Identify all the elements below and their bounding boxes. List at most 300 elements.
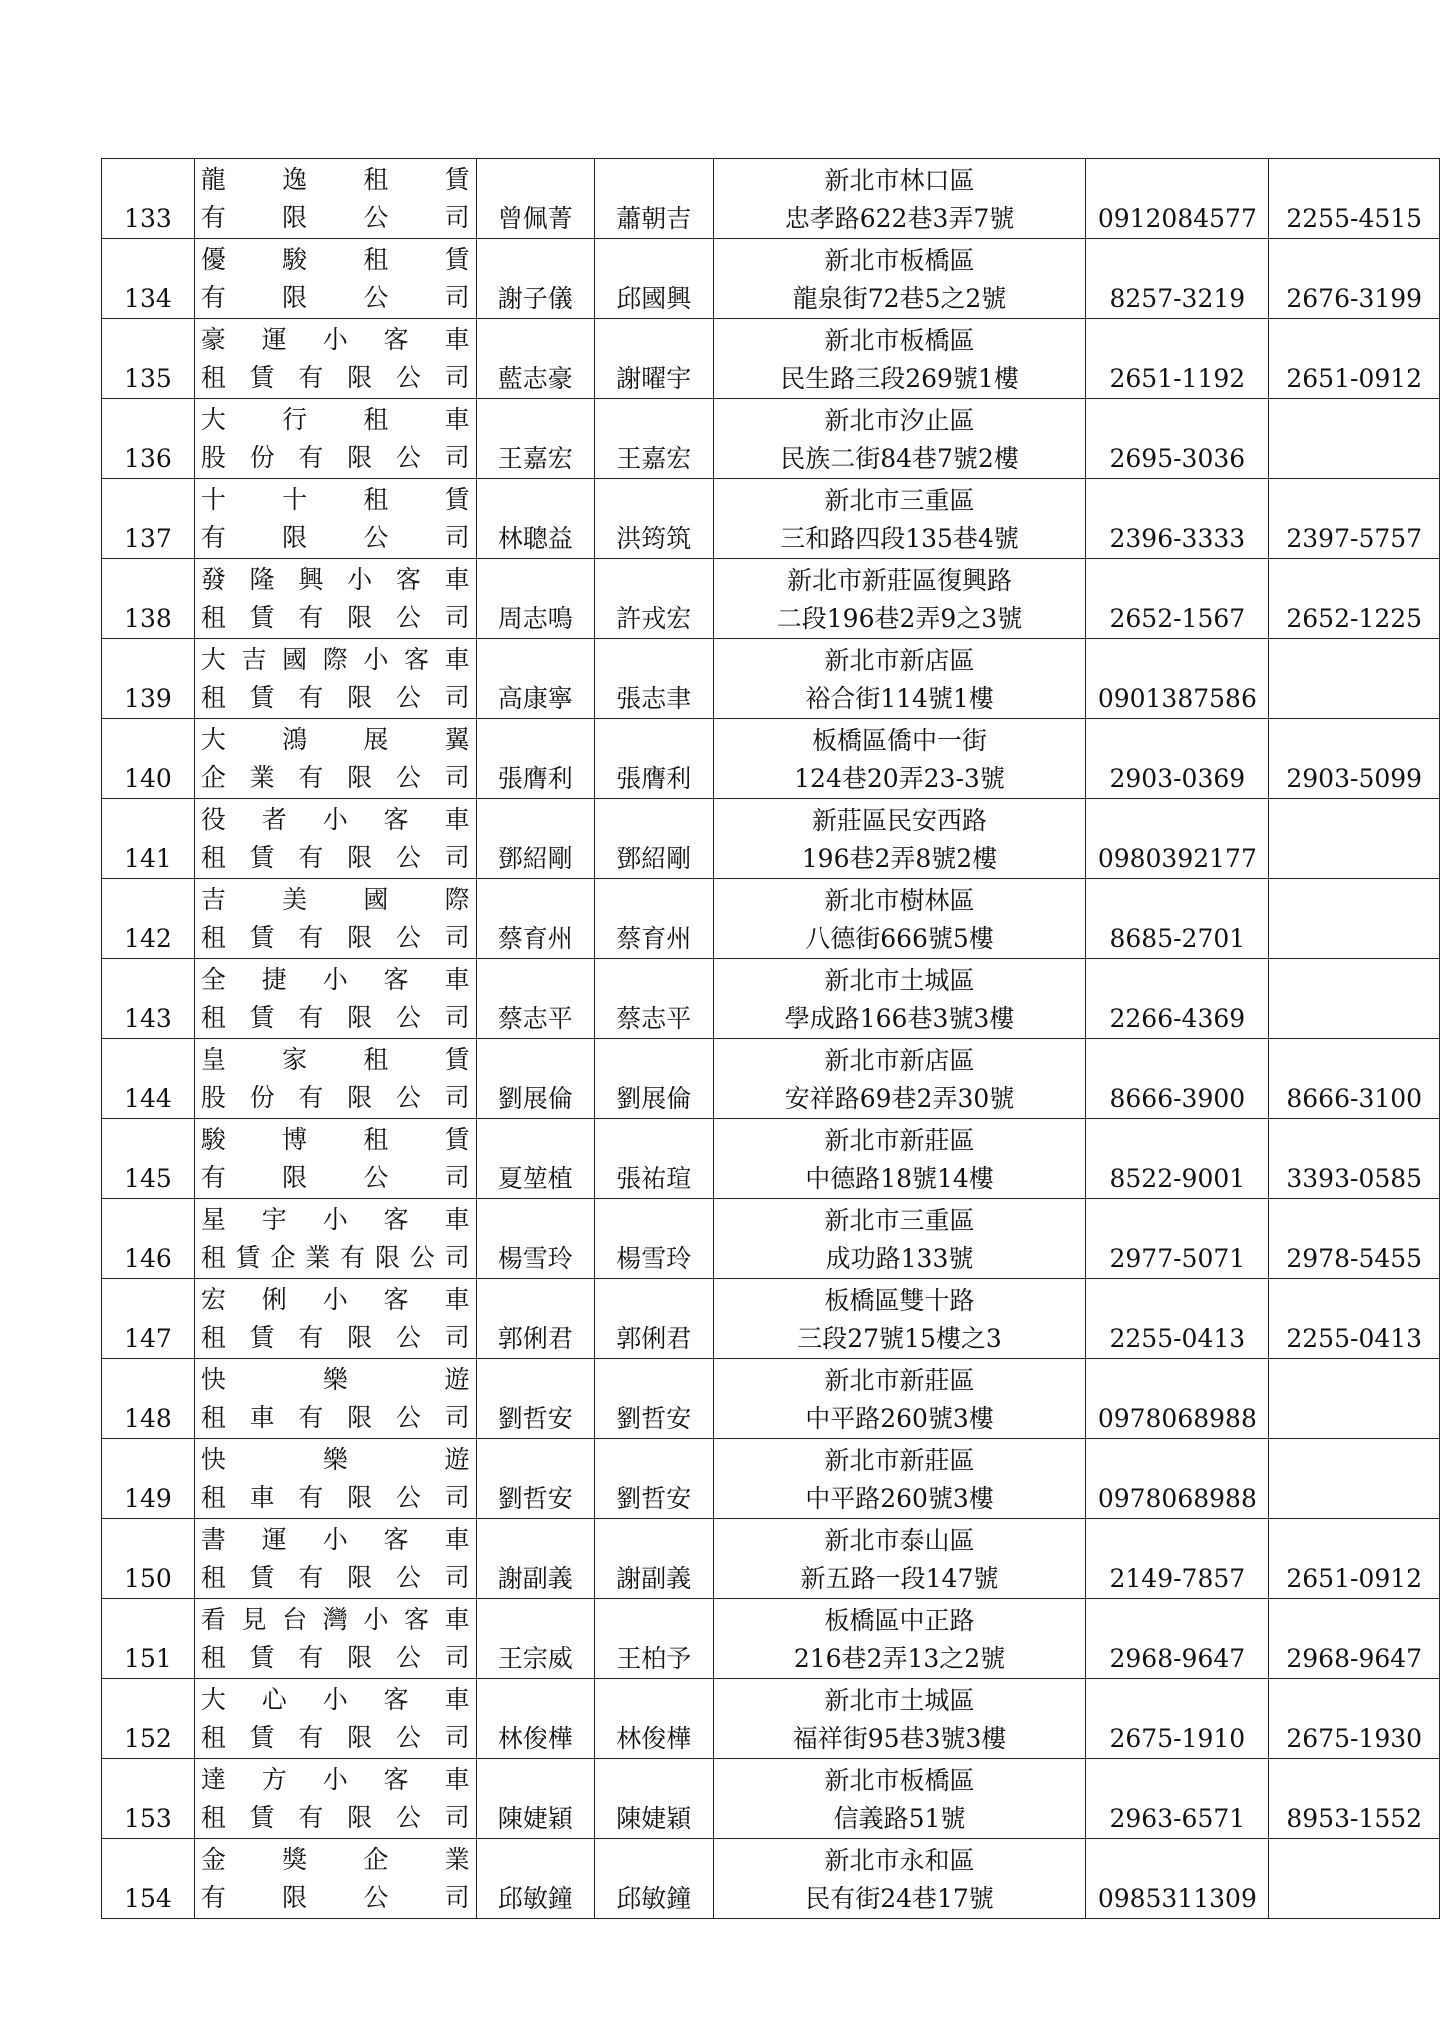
company-char: 司 — [444, 1562, 470, 1592]
company-char: 限 — [347, 762, 373, 792]
company-char: 駿 — [282, 244, 308, 274]
table-row — [102, 1279, 1440, 1359]
company-char: 業 — [305, 1242, 331, 1272]
manager: 許戎宏 — [594, 559, 713, 639]
telephone: 2675-1910 — [1086, 1679, 1269, 1759]
address-line: 中德路18號14樓 — [805, 1164, 994, 1193]
row-number: 148 — [102, 1359, 195, 1439]
company-char: 運 — [261, 324, 287, 354]
company-char: 賃 — [235, 1242, 261, 1272]
fax: 2968-9647 — [1269, 1599, 1440, 1679]
address-line: 板橋區僑中一街 — [811, 726, 987, 755]
table-row — [102, 479, 1440, 559]
table-row — [102, 1359, 1440, 1439]
company-char: 快 — [200, 1364, 226, 1394]
company-char: 司 — [444, 1162, 470, 1192]
company-char: 限 — [347, 442, 373, 472]
address-line: 新北市汐止區 — [824, 406, 975, 435]
company-char: 小 — [322, 1204, 348, 1234]
company-char: 司 — [444, 442, 470, 472]
company-char: 司 — [444, 282, 470, 312]
table-row — [102, 1839, 1440, 1919]
telephone: 2255-0413 — [1086, 1279, 1269, 1359]
address-line: 三段27號15樓之3 — [797, 1324, 1002, 1353]
company-char: 金 — [200, 1844, 226, 1874]
company-name-line — [201, 199, 470, 237]
company-name — [194, 879, 476, 959]
company-char: 有 — [298, 1802, 324, 1832]
company-char: 樂 — [322, 1444, 348, 1474]
address-line: 新北市新店區 — [824, 646, 975, 675]
representative: 邱敏鐘 — [476, 1839, 594, 1919]
fax — [1269, 399, 1440, 479]
company-name-line — [201, 481, 470, 519]
telephone: 8685-2701 — [1086, 879, 1269, 959]
address-line: 216巷2弄13之2號 — [793, 1644, 1006, 1673]
company-name-line — [201, 1879, 470, 1917]
company-char: 客 — [383, 1284, 409, 1314]
company-char: 司 — [444, 1642, 470, 1672]
company-char: 公 — [363, 202, 389, 232]
manager: 蔡育州 — [594, 879, 713, 959]
fax: 2651-0912 — [1269, 319, 1440, 399]
company-char: 大 — [200, 1684, 226, 1714]
company-char: 行 — [282, 404, 308, 434]
company-char: 優 — [200, 244, 226, 274]
company-char: 限 — [347, 1082, 373, 1112]
company-char: 限 — [282, 202, 308, 232]
address — [713, 639, 1085, 719]
address-line: 三和路四段135巷4號 — [780, 524, 1019, 553]
company-char: 有 — [200, 282, 226, 312]
manager: 王柏予 — [594, 1599, 713, 1679]
company-char: 司 — [444, 1242, 470, 1272]
address-line: 新北市土城區 — [824, 966, 975, 995]
row-number: 145 — [102, 1119, 195, 1199]
company-char: 司 — [444, 682, 470, 712]
company-char: 公 — [395, 1562, 421, 1592]
company-char: 公 — [395, 1802, 421, 1832]
telephone: 0901387586 — [1086, 639, 1269, 719]
company-char: 司 — [444, 1402, 470, 1432]
table-row — [102, 639, 1440, 719]
company-char: 賃 — [249, 682, 275, 712]
address — [713, 1039, 1085, 1119]
company-name-line — [201, 1159, 470, 1197]
company-char: 司 — [444, 1002, 470, 1032]
company-char: 遊 — [444, 1364, 470, 1394]
company-char: 十 — [200, 484, 226, 514]
company-char: 際 — [444, 884, 470, 914]
company-char: 遊 — [444, 1444, 470, 1474]
telephone: 0985311309 — [1086, 1839, 1269, 1919]
company-char: 車 — [444, 404, 470, 434]
address — [713, 1119, 1085, 1199]
company-char: 逸 — [282, 164, 308, 194]
representative: 楊雪玲 — [476, 1199, 594, 1279]
company-name — [194, 479, 476, 559]
company-name — [194, 1839, 476, 1919]
company-char: 租 — [200, 602, 226, 632]
address — [713, 1439, 1085, 1519]
address-line: 新北市永和區 — [824, 1846, 975, 1875]
company-name-line — [201, 1399, 470, 1437]
company-char: 大 — [200, 724, 226, 754]
company-name-line — [201, 1521, 470, 1559]
address — [713, 1359, 1085, 1439]
company-char: 賃 — [249, 922, 275, 952]
fax — [1269, 1359, 1440, 1439]
telephone: 2695-3036 — [1086, 399, 1269, 479]
table-row — [102, 719, 1440, 799]
address-line: 忠孝路622巷3弄7號 — [784, 204, 1015, 233]
company-char: 灣 — [322, 1604, 348, 1634]
company-char: 司 — [444, 922, 470, 952]
company-char: 企 — [270, 1242, 296, 1272]
company-char: 司 — [444, 362, 470, 392]
company-char: 客 — [383, 1204, 409, 1234]
fax: 2255-0413 — [1269, 1279, 1440, 1359]
representative: 林俊樺 — [476, 1679, 594, 1759]
company-name-line — [201, 359, 470, 397]
company-char: 限 — [347, 1482, 373, 1512]
company-name — [194, 719, 476, 799]
address — [713, 559, 1085, 639]
company-char: 小 — [322, 804, 348, 834]
company-name-line — [201, 919, 470, 957]
company-char: 博 — [282, 1124, 308, 1154]
company-char: 運 — [261, 1524, 287, 1554]
manager: 邱敏鐘 — [594, 1839, 713, 1919]
company-char: 有 — [298, 682, 324, 712]
table-row — [102, 799, 1440, 879]
manager: 張志聿 — [594, 639, 713, 719]
row-number: 152 — [102, 1679, 195, 1759]
table-row — [102, 1599, 1440, 1679]
company-char: 客 — [395, 564, 421, 594]
company-char: 賃 — [444, 1044, 470, 1074]
telephone: 2977-5071 — [1086, 1199, 1269, 1279]
address-line: 學成路166巷3號3樓 — [784, 1004, 1015, 1033]
manager: 劉哲安 — [594, 1359, 713, 1439]
company-char: 捷 — [261, 964, 287, 994]
fax: 8953-1552 — [1269, 1759, 1440, 1839]
fax: 2255-4515 — [1269, 159, 1440, 239]
company-char: 業 — [249, 762, 275, 792]
company-char: 限 — [282, 522, 308, 552]
table-row — [102, 159, 1440, 239]
company-name — [194, 959, 476, 1039]
address — [713, 319, 1085, 399]
row-number: 147 — [102, 1279, 195, 1359]
address-line: 124巷20弄23-3號 — [794, 764, 1005, 793]
company-char: 全 — [200, 964, 226, 994]
company-name — [194, 1359, 476, 1439]
company-char: 公 — [395, 1642, 421, 1672]
company-char: 賃 — [249, 1722, 275, 1752]
table-row — [102, 1199, 1440, 1279]
address — [713, 1519, 1085, 1599]
fax: 3393-0585 — [1269, 1119, 1440, 1199]
telephone: 2266-4369 — [1086, 959, 1269, 1039]
table-row — [102, 1759, 1440, 1839]
telephone: 0980392177 — [1086, 799, 1269, 879]
company-char: 司 — [444, 1802, 470, 1832]
company-char: 小 — [322, 1284, 348, 1314]
address-line: 新北市新莊區 — [824, 1366, 975, 1395]
company-char: 豪 — [200, 324, 226, 354]
company-char: 賃 — [249, 1322, 275, 1352]
table-row — [102, 1679, 1440, 1759]
company-char: 家 — [282, 1044, 308, 1074]
company-name — [194, 239, 476, 319]
company-name-line — [201, 1079, 470, 1117]
company-char: 賃 — [249, 1562, 275, 1592]
company-char: 業 — [444, 1844, 470, 1874]
company-char: 租 — [200, 1802, 226, 1832]
row-number: 134 — [102, 239, 195, 319]
address-line: 信義路51號 — [833, 1804, 966, 1833]
address-line: 新北市板橋區 — [824, 1766, 975, 1795]
company-name-line — [201, 759, 470, 797]
company-char: 賃 — [444, 1124, 470, 1154]
representative: 周志鳴 — [476, 559, 594, 639]
table-row — [102, 559, 1440, 639]
company-char: 公 — [395, 442, 421, 472]
fax — [1269, 1439, 1440, 1519]
company-char: 企 — [200, 762, 226, 792]
company-char: 有 — [298, 602, 324, 632]
table-row — [102, 239, 1440, 319]
company-char: 興 — [298, 564, 324, 594]
company-name — [194, 1599, 476, 1679]
row-number: 135 — [102, 319, 195, 399]
company-char: 公 — [395, 842, 421, 872]
company-name — [194, 1199, 476, 1279]
company-char: 賃 — [249, 842, 275, 872]
address-line: 民族二街84巷7號2樓 — [780, 444, 1019, 473]
company-char: 租 — [200, 1002, 226, 1032]
address — [713, 239, 1085, 319]
company-char: 司 — [444, 762, 470, 792]
address-line: 民生路三段269號1樓 — [780, 364, 1019, 393]
company-char: 小 — [322, 1764, 348, 1794]
company-char: 限 — [347, 1002, 373, 1032]
company-char: 見 — [241, 1604, 267, 1634]
address-line: 福祥街95巷3號3樓 — [792, 1724, 1007, 1753]
company-char: 有 — [298, 1002, 324, 1032]
address — [713, 479, 1085, 559]
manager: 洪筠筑 — [594, 479, 713, 559]
company-name-line — [201, 1639, 470, 1677]
manager: 林俊樺 — [594, 1679, 713, 1759]
company-char: 客 — [403, 644, 429, 674]
company-name — [194, 559, 476, 639]
company-char: 客 — [383, 804, 409, 834]
fax: 2397-5757 — [1269, 479, 1440, 559]
address-line: 民有街24巷17號 — [805, 1884, 994, 1913]
company-char: 賃 — [249, 1802, 275, 1832]
telephone: 2149-7857 — [1086, 1519, 1269, 1599]
company-name — [194, 639, 476, 719]
row-number: 154 — [102, 1839, 195, 1919]
company-char: 客 — [403, 1604, 429, 1634]
company-char: 司 — [444, 1722, 470, 1752]
company-char: 書 — [200, 1524, 226, 1554]
representative: 謝子儀 — [476, 239, 594, 319]
company-name-line — [201, 1041, 470, 1079]
address-line: 新五路一段147號 — [800, 1564, 999, 1593]
row-number: 142 — [102, 879, 195, 959]
company-char: 租 — [363, 164, 389, 194]
company-char: 台 — [282, 1604, 308, 1634]
company-char: 公 — [395, 1722, 421, 1752]
company-char: 有 — [298, 1322, 324, 1352]
company-char: 賃 — [444, 244, 470, 274]
company-name-line — [201, 1761, 470, 1799]
company-char: 公 — [395, 1322, 421, 1352]
company-char: 公 — [395, 762, 421, 792]
company-char: 租 — [200, 1242, 226, 1272]
company-name-line — [201, 1559, 470, 1597]
fax — [1269, 879, 1440, 959]
address-line: 新北市泰山區 — [824, 1526, 975, 1555]
company-char: 租 — [363, 244, 389, 274]
company-char: 限 — [347, 1802, 373, 1832]
company-char: 車 — [444, 644, 470, 674]
manager: 郭俐君 — [594, 1279, 713, 1359]
address — [713, 959, 1085, 1039]
company-name-line — [201, 161, 470, 199]
company-char: 有 — [298, 1642, 324, 1672]
company-char: 車 — [249, 1482, 275, 1512]
address — [713, 1279, 1085, 1359]
manager: 劉哲安 — [594, 1439, 713, 1519]
company-char: 限 — [347, 1322, 373, 1352]
table-row — [102, 1039, 1440, 1119]
company-name — [194, 1519, 476, 1599]
company-char: 客 — [383, 1524, 409, 1554]
company-name-line — [201, 1361, 470, 1399]
address — [713, 1839, 1085, 1919]
company-char: 車 — [444, 1204, 470, 1234]
fax: 2978-5455 — [1269, 1199, 1440, 1279]
company-char: 國 — [363, 884, 389, 914]
representative: 高康寧 — [476, 639, 594, 719]
address-line: 龍泉街72巷5之2號 — [792, 284, 1007, 313]
telephone: 2652-1567 — [1086, 559, 1269, 639]
company-char: 租 — [200, 1642, 226, 1672]
fax: 8666-3100 — [1269, 1039, 1440, 1119]
address-line: 板橋區雙十路 — [824, 1286, 975, 1315]
table-body — [102, 159, 1440, 1919]
company-name-line — [201, 1281, 470, 1319]
fax — [1269, 1839, 1440, 1919]
company-char: 小 — [322, 1524, 348, 1554]
company-char: 份 — [249, 442, 275, 472]
company-char: 租 — [200, 1482, 226, 1512]
company-char: 客 — [383, 1764, 409, 1794]
company-char: 限 — [347, 1642, 373, 1672]
row-number: 141 — [102, 799, 195, 879]
company-name-line — [201, 641, 470, 679]
representative: 劉哲安 — [476, 1439, 594, 1519]
company-char: 份 — [249, 1082, 275, 1112]
address-line: 新北市新店區 — [824, 1046, 975, 1075]
company-name-line — [201, 519, 470, 557]
company-char: 公 — [395, 1482, 421, 1512]
company-char: 司 — [444, 602, 470, 632]
manager: 王嘉宏 — [594, 399, 713, 479]
company-char: 司 — [444, 202, 470, 232]
company-char: 有 — [298, 922, 324, 952]
company-char: 車 — [444, 324, 470, 354]
company-char: 股 — [200, 442, 226, 472]
company-char: 賃 — [444, 484, 470, 514]
company-char: 宇 — [261, 1204, 287, 1234]
address-line: 二段196巷2弄9之3號 — [776, 604, 1023, 633]
company-char: 租 — [363, 484, 389, 514]
company-char: 公 — [395, 1402, 421, 1432]
company-char: 有 — [298, 1402, 324, 1432]
telephone: 2651-1192 — [1086, 319, 1269, 399]
company-char: 有 — [298, 842, 324, 872]
address-line: 196巷2弄8號2樓 — [801, 844, 998, 873]
company-char: 車 — [444, 564, 470, 594]
row-number: 139 — [102, 639, 195, 719]
company-char: 客 — [383, 964, 409, 994]
fax: 2652-1225 — [1269, 559, 1440, 639]
fax — [1269, 639, 1440, 719]
company-char: 股 — [200, 1082, 226, 1112]
company-char: 公 — [395, 362, 421, 392]
row-number: 140 — [102, 719, 195, 799]
company-char: 有 — [298, 1722, 324, 1752]
company-char: 看 — [200, 1604, 226, 1634]
row-number: 149 — [102, 1439, 195, 1519]
manager: 楊雪玲 — [594, 1199, 713, 1279]
company-char: 車 — [444, 804, 470, 834]
row-number: 138 — [102, 559, 195, 639]
address-line: 新北市林口區 — [824, 166, 975, 195]
company-name-line — [201, 1719, 470, 1757]
address-line: 新北市板橋區 — [824, 326, 975, 355]
company-char: 限 — [347, 1562, 373, 1592]
address-line: 新北市新莊區復興路 — [786, 566, 1012, 595]
telephone: 0912084577 — [1086, 159, 1269, 239]
company-char: 限 — [347, 1402, 373, 1432]
company-name-line — [201, 401, 470, 439]
company-char: 司 — [444, 522, 470, 552]
company-name-line — [201, 1479, 470, 1517]
table-row — [102, 1439, 1440, 1519]
manager: 蔡志平 — [594, 959, 713, 1039]
company-char: 限 — [374, 1242, 400, 1272]
company-char: 十 — [282, 484, 308, 514]
company-char: 吉 — [200, 884, 226, 914]
company-char: 租 — [363, 1044, 389, 1074]
address — [713, 799, 1085, 879]
company-char: 者 — [261, 804, 287, 834]
company-char: 限 — [347, 922, 373, 952]
company-char: 限 — [347, 1722, 373, 1752]
table-row — [102, 1119, 1440, 1199]
company-name-line — [201, 999, 470, 1037]
company-char: 方 — [261, 1764, 287, 1794]
company-char: 有 — [298, 442, 324, 472]
row-number: 136 — [102, 399, 195, 479]
company-name-line — [201, 1201, 470, 1239]
